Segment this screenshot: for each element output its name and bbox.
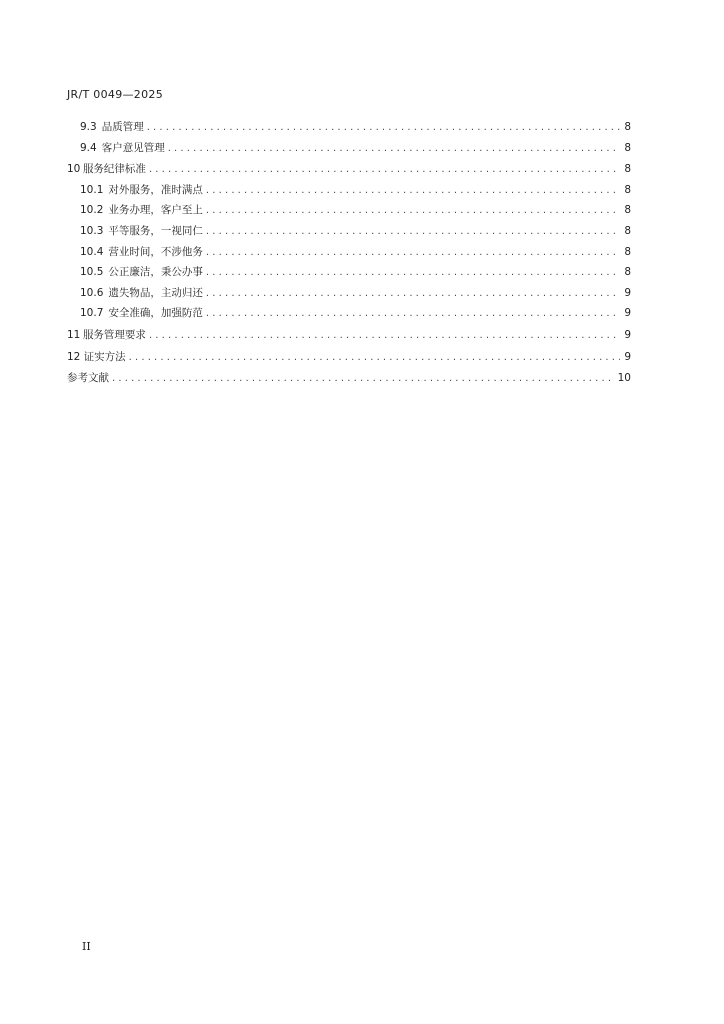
toc-entry-label: 参考文献	[67, 372, 109, 385]
toc-dot-leader	[206, 304, 620, 325]
toc-entry-page: 8	[624, 266, 631, 279]
toc-entry-number: 10.4	[80, 245, 104, 258]
toc-entry-page: 8	[624, 224, 631, 237]
toc-entry-12[interactable]	[67, 347, 631, 368]
toc-dot-leader	[147, 118, 620, 139]
toc-entry-9-3[interactable]	[67, 117, 631, 138]
toc-entry-page: 8	[624, 183, 631, 196]
toc-entry-number: 9.4	[80, 141, 97, 154]
toc-dot-leader	[206, 181, 620, 202]
toc-entry-number: 10.6	[80, 286, 104, 299]
toc-entry-label: 证实方法	[83, 350, 126, 363]
toc-entry-number: 10.2	[80, 204, 104, 217]
toc-dot-leader	[149, 160, 620, 181]
toc-entry-10-7[interactable]	[67, 303, 631, 324]
toc-entry-number: 10.5	[80, 266, 104, 279]
toc-entry-number: 12	[67, 350, 81, 363]
toc-entry-10-3[interactable]	[67, 221, 631, 242]
toc-entry-10-5[interactable]	[67, 262, 631, 283]
toc-entry-number: 10.1	[80, 183, 104, 196]
toc-entry-page: 10	[617, 372, 631, 385]
toc-dot-leader	[206, 243, 620, 264]
toc-entry-number: 9.3	[80, 121, 97, 133]
toc-entry-10[interactable]	[67, 159, 631, 180]
toc-dot-leader	[206, 222, 620, 243]
toc-entry-page: 8	[624, 163, 631, 176]
toc-entry-number: 10.3	[80, 224, 104, 237]
toc-entry-number: 11	[67, 328, 81, 341]
toc-entry-label: 平等服务，一视同仁	[108, 224, 203, 237]
toc-entry-label: 公正廉洁，秉公办事	[108, 266, 203, 279]
toc-entry-10-1[interactable]	[67, 180, 631, 201]
toc-entry-11[interactable]	[67, 325, 631, 346]
toc-entry-10-6[interactable]	[67, 283, 631, 304]
toc-entry-label: 安全准确，加强防范	[108, 307, 203, 320]
toc-entry-page: 9	[624, 328, 631, 341]
toc-entry-label: 业务办理，客户至上	[108, 204, 203, 217]
toc-entry-number: 10	[67, 163, 81, 176]
toc-dot-leader	[206, 284, 620, 305]
table-of-contents	[67, 117, 631, 389]
toc-entry-page: 8	[624, 204, 631, 217]
toc-entry-10-4[interactable]	[67, 242, 631, 263]
toc-entry-references[interactable]	[67, 368, 631, 389]
toc-entry-number: 10.7	[80, 307, 104, 320]
toc-entry-label: 营业时间，不涉他务	[108, 245, 203, 258]
toc-entry-label: 遗失物品，主动归还	[108, 286, 203, 299]
toc-entry-label: 服务纪律标准	[82, 163, 146, 176]
document-id-header: JR/T 0049—2025	[67, 88, 163, 101]
toc-dot-leader	[206, 201, 620, 222]
toc-dot-leader	[112, 369, 615, 390]
page-number: II	[82, 940, 91, 953]
toc-entry-10-2[interactable]	[67, 200, 631, 221]
toc-entry-page: 9	[624, 286, 631, 299]
toc-entry-label: 服务管理要求	[82, 328, 146, 341]
toc-entry-page: 8	[624, 245, 631, 258]
toc-dot-leader	[129, 348, 620, 369]
toc-entry-page: 8	[624, 141, 631, 154]
toc-entry-label: 对外服务，准时满点	[108, 183, 203, 196]
toc-dot-leader	[168, 139, 620, 160]
toc-dot-leader	[149, 326, 620, 347]
toc-entry-label: 客户意见管理	[101, 141, 165, 154]
toc-entry-9-4[interactable]	[67, 138, 631, 159]
toc-entry-page: 8	[624, 121, 631, 133]
toc-dot-leader	[206, 263, 620, 284]
toc-entry-label: 品质管理	[101, 121, 144, 133]
toc-entry-page: 9	[624, 350, 631, 363]
toc-entry-page: 9	[624, 307, 631, 320]
